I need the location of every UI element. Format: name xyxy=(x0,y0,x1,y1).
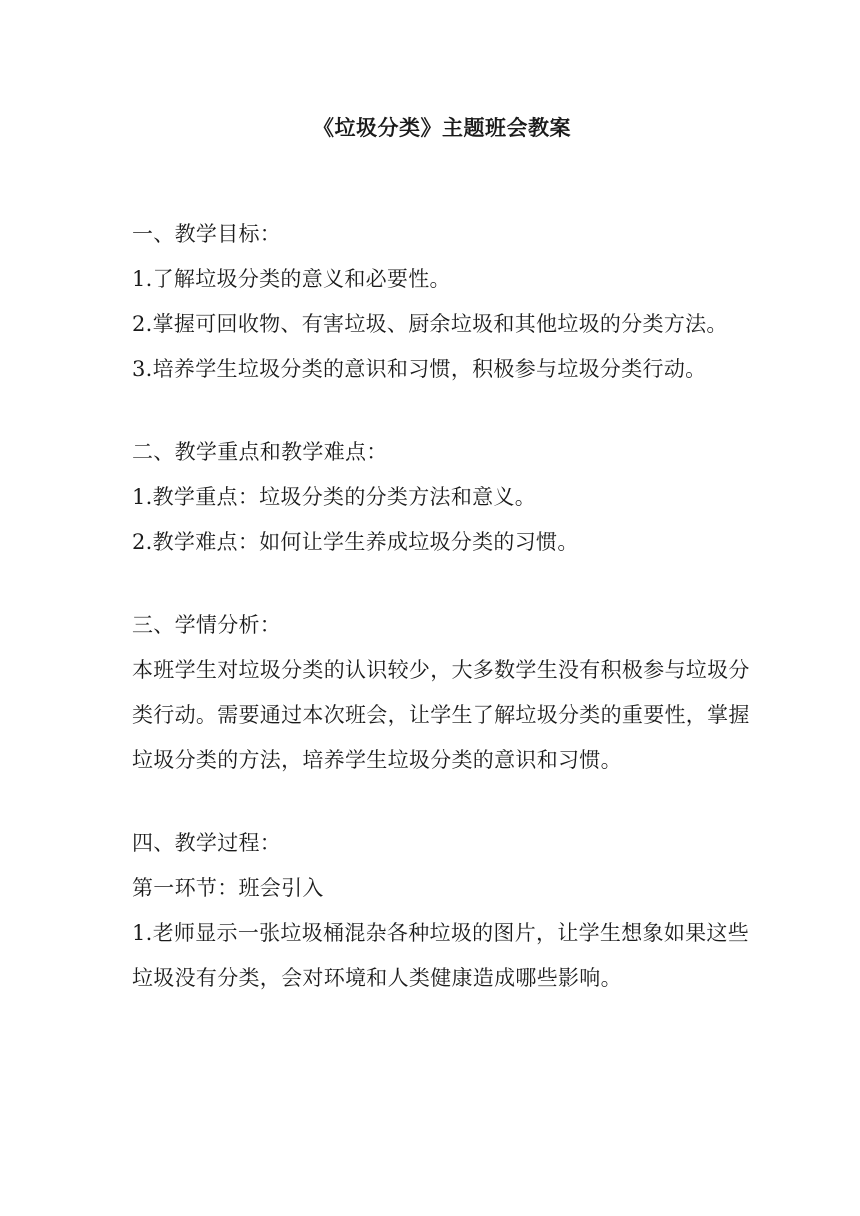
process-stage-label: 第一环节：班会引入 xyxy=(132,876,324,900)
document-title: 《垃圾分类》主题班会教案 xyxy=(313,115,571,140)
section-heading: 四、教学过程： xyxy=(132,831,282,855)
objective-item: 2.掌握可回收物、有害垃圾、厨余垃圾和其他垃圾的分类方法。 xyxy=(132,312,728,336)
objective-item: 3.培养学生垃圾分类的意识和习惯，积极参与垃圾分类行动。 xyxy=(132,357,707,381)
document-page xyxy=(132,108,752,1039)
key-point-item: 2.教学难点：如何让学生养成垃圾分类的习惯。 xyxy=(132,530,579,554)
section-heading: 一、教学目标： xyxy=(132,222,282,246)
section-teaching-process xyxy=(132,821,752,1001)
objective-item: 1.了解垃圾分类的意义和必要性。 xyxy=(132,267,451,291)
section-key-points xyxy=(132,430,752,565)
key-point-item: 1.教学重点：垃圾分类的分类方法和意义。 xyxy=(132,485,537,509)
section-teaching-objectives xyxy=(132,212,752,392)
section-heading: 三、学情分析： xyxy=(132,613,282,637)
section-student-analysis xyxy=(132,603,752,783)
process-item: 1.老师显示一张垃圾桶混杂各种垃圾的图片，让学生想象如果这些垃圾没有分类，会对环境和人类健康造成哪些影响。 xyxy=(132,921,750,990)
analysis-paragraph: 本班学生对垃圾分类的认识较少，大多数学生没有积极参与垃圾分类行动。需要通过本次班会，让学生了解垃圾分类的重要性，掌握垃圾分类的方法，培养学生垃圾分类的意识和习惯。 xyxy=(132,658,750,772)
section-heading: 二、教学重点和教学难点： xyxy=(132,440,388,464)
